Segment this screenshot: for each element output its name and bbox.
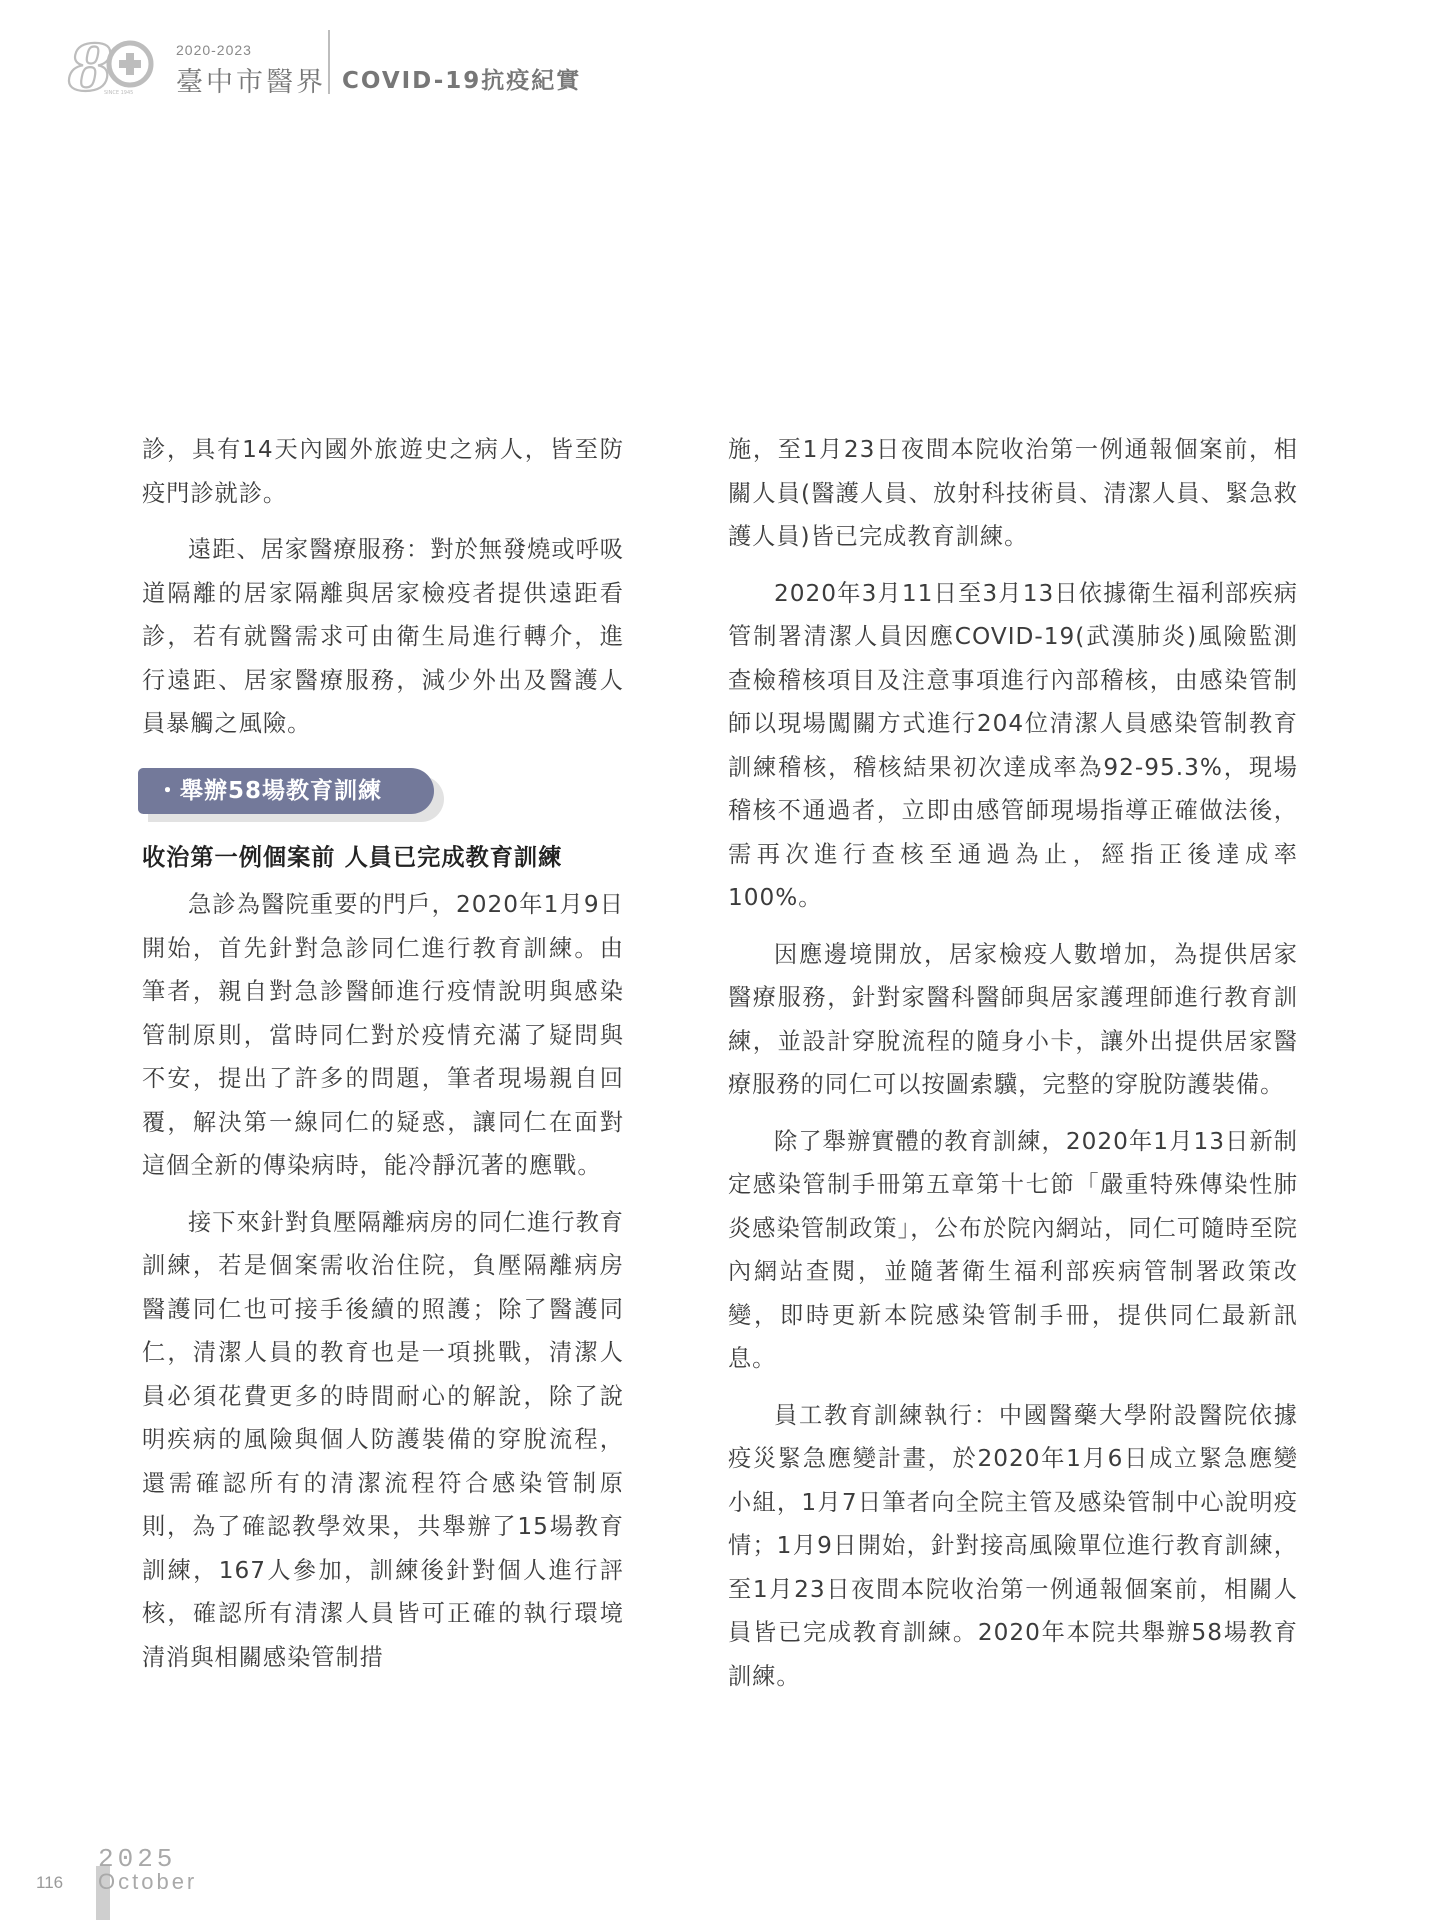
svg-text:SINCE 1945: SINCE 1945 [104,90,134,96]
header-title: COVID-19抗疫紀實 [342,68,582,94]
header-organization: 臺中市醫界 [176,67,326,98]
right-column [728,428,1298,1711]
subheading: 收治第一例個案前 人員已完成教育訓練 [142,843,563,871]
right-paragraph-2: 2020年3月11日至3月13日依據衛生福利部疾病管制署清潔人員因應COVID-19(武漢肺炎)風險監測查檢稽核項目及注意事項進行內部稽核，由感染管制師以現場闖關方式進行204位清潔人員感染管制教育訓練稽核，稽核結果初次達成率為92-95.3%，現場稽核不通過者，立即由感管師現場指導正確做法後，需再次進行查核至通過為止，經指正後達成率100%。 [728,579,1298,911]
svg-text:8: 8 [68,34,113,96]
right-paragraph-5: 員工教育訓練執行：中國醫藥大學附設醫院依據疫災緊急應變計畫，於2020年1月6日成立緊急應變小組，1月7日筆者向全院主管及感染管制中心說明疫情；1月9日開始，針對接高風險單位進行教育訓練，至1月23日夜間本院收治第一例通報個案前，相關人員皆已完成教育訓練。2020年本院共舉辦58場教育訓練。 [728,1401,1298,1690]
left-column [142,428,624,1692]
footer-month: October [98,1869,198,1894]
anniversary-logo [66,34,162,96]
left-paragraph-4: 接下來針對負壓隔離病房的同仁進行教育訓練，若是個案需收治住院，負壓隔離病房醫護同仁也可接手後續的照護；除了醫護同仁，清潔人員的教育也是一項挑戰，清潔人員必須花費更多的時間耐心的解說，除了說明疾病的風險與個人防護裝備的穿脫流程，還需確認所有的清潔流程符合感染管制原則，為了確認教學效果，共舉辦了15場教育訓練，167人參加，訓練後針對個人進行評核，確認所有清潔人員皆可正確的執行環境清消與相關感染管制措 [142,1208,624,1671]
page-header [66,30,766,110]
page-number: 116 [36,1873,64,1892]
right-paragraph-3: 因應邊境開放，居家檢疫人數增加，為提供居家醫療服務，針對家醫科醫師與居家護理師進行教育訓練，並設計穿脫流程的隨身小卡，讓外出提供居家醫療服務的同仁可以按圖索驥，完整的穿脫防護裝備。 [728,940,1298,1098]
right-paragraph-4: 除了舉辦實體的教育訓練，2020年1月13日新制定感染管制手冊第五章第十七節「嚴重特殊傳染性肺炎感染管制政策」，公布於院內網站，同仁可隨時至院內網站查閱，並隨著衛生福利部疾病管制署政策改變，即時更新本院感染管制手冊，提供同仁最新訊息。 [728,1127,1298,1372]
footer-year: 2025 [98,1844,177,1874]
section-tag [138,768,448,818]
right-paragraph-1: 施，至1月23日夜間本院收治第一例通報個案前，相關人員(醫護人員、放射科技術員、清潔人員、緊急救護人員)皆已完成教育訓練。 [728,436,1298,550]
section-tag-label: ・舉辦58場教育訓練 [156,777,383,804]
header-divider [328,30,330,94]
left-paragraph-1: 診，具有14天內國外旅遊史之病人，皆至防疫門診就診。 [142,436,624,507]
header-years: 2020-2023 [176,42,252,58]
left-paragraph-3: 急診為醫院重要的門戶，2020年1月9日開始，首先針對急診同仁進行教育訓練。由筆者，親自對急診醫師進行疫情說明與感染管制原則，當時同仁對於疫情充滿了疑問與不安，提出了許多的問題，筆者現場親自回覆，解決第一線同仁的疑惑，讓同仁在面對這個全新的傳染病時，能冷靜沉著的應戰。 [142,891,624,1179]
left-paragraph-2: 遠距、居家醫療服務：對於無發燒或呼吸道隔離的居家隔離與居家檢疫者提供遠距看診，若有就醫需求可由衛生局進行轉介，進行遠距、居家醫療服務，減少外出及醫護人員暴觸之風險。 [142,536,624,737]
